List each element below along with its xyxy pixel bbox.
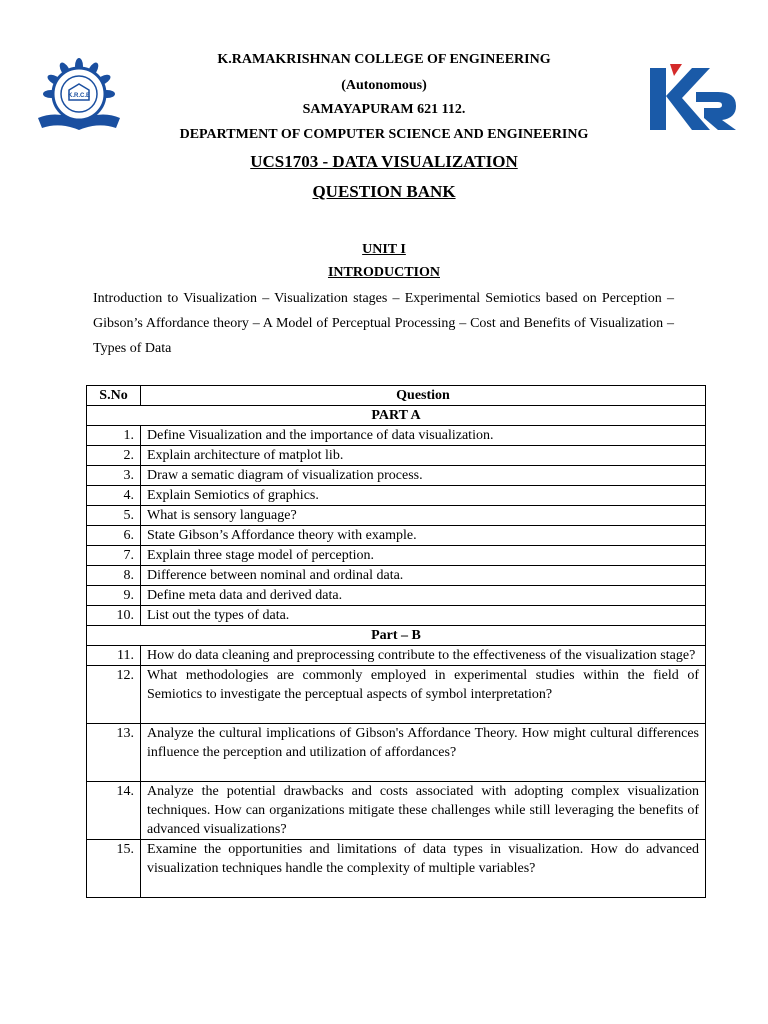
table-row: [87, 606, 706, 626]
question-cell: Explain Semiotics of graphics.: [141, 486, 706, 506]
sno-cell: 4.: [87, 486, 141, 506]
unit-number: UNIT I: [362, 242, 406, 257]
sno-cell: 1.: [87, 426, 141, 446]
table-row: [87, 646, 706, 666]
table-row: [87, 446, 706, 466]
college-name: K.RAMAKRISHNAN COLLEGE OF ENGINEERING: [217, 52, 551, 67]
table-row: [87, 486, 706, 506]
question-cell: Draw a sematic diagram of visualization process.: [141, 466, 706, 486]
table-row: [87, 566, 706, 586]
unit-title: INTRODUCTION: [327, 265, 440, 280]
table-row: [87, 586, 706, 606]
kr-brand-logo: [648, 62, 738, 132]
part-b-row: [87, 626, 706, 646]
question-cell: Explain three stage model of perception.: [141, 546, 706, 566]
document-title: QUESTION BANK: [312, 182, 456, 201]
sno-cell: 15.: [87, 840, 141, 898]
part-b-label: Part – B: [87, 626, 706, 646]
question-cell: What is sensory language?: [141, 506, 706, 526]
question-cell: List out the types of data.: [141, 606, 706, 626]
sno-cell: 3.: [87, 466, 141, 486]
question-cell: Difference between nominal and ordinal data.: [141, 566, 706, 586]
sno-cell: 12.: [87, 666, 141, 724]
sno-cell: 11.: [87, 646, 141, 666]
sno-cell: 7.: [87, 546, 141, 566]
col-sno-header: S.No: [87, 386, 141, 406]
question-cell: Define Visualization and the importance of data visualization.: [141, 426, 706, 446]
sno-cell: 13.: [87, 724, 141, 782]
table-row: [87, 782, 706, 840]
question-cell: State Gibson’s Affordance theory with example.: [141, 526, 706, 546]
table-row: [87, 426, 706, 446]
emblem-text: K.R.C.E: [67, 93, 91, 99]
sno-cell: 8.: [87, 566, 141, 586]
course-title: UCS1703 - DATA VISUALIZATION: [250, 152, 518, 171]
question-cell: How do data cleaning and preprocessing contribute to the effectiveness of the visualization stage?: [141, 646, 706, 666]
autonomous-label: (Autonomous): [341, 78, 427, 93]
question-cell: Define meta data and derived data.: [141, 586, 706, 606]
question-table: [86, 385, 706, 898]
college-emblem-logo: [36, 56, 122, 136]
question-cell: Examine the opportunities and limitations of data types in visualization. How do advanced visualization techniques handle the complexity of multiple variables?: [141, 840, 706, 898]
department-name: DEPARTMENT OF COMPUTER SCIENCE AND ENGINEERING: [179, 127, 589, 142]
college-location: SAMAYAPURAM 621 112.: [302, 102, 466, 117]
table-row: [87, 840, 706, 898]
table-row: [87, 526, 706, 546]
table-row: [87, 506, 706, 526]
table-header-row: [87, 386, 706, 406]
col-question-header: Question: [141, 386, 706, 406]
question-cell: What methodologies are commonly employed in experimental studies within the field of Semiotics to investigate the perceptual aspects of symbol interpretation?: [141, 666, 706, 724]
sno-cell: 9.: [87, 586, 141, 606]
question-cell: Analyze the cultural implications of Gibson's Affordance Theory. How might cultural differences influence the perception and utilization of affordances?: [141, 724, 706, 782]
part-a-label: PART A: [87, 406, 706, 426]
sno-cell: 5.: [87, 506, 141, 526]
question-cell: Analyze the potential drawbacks and costs associated with adopting complex visualization techniques. How can organizations mitigate these challenges while still leveraging the benefits of advanced visualizations?: [141, 782, 706, 840]
table-row: [87, 724, 706, 782]
table-row: [87, 466, 706, 486]
sno-cell: 6.: [87, 526, 141, 546]
unit-syllabus: Introduction to Visualization – Visualization stages – Experimental Semiotics based on Perception – Gibson’s Affordance theory – A Model of Perceptual Processing – Cost and Benefits of Visualization – Types of Data: [93, 291, 674, 356]
sno-cell: 14.: [87, 782, 141, 840]
question-cell: Explain architecture of matplot lib.: [141, 446, 706, 466]
table-row: [87, 666, 706, 724]
sno-cell: 2.: [87, 446, 141, 466]
part-a-row: [87, 406, 706, 426]
sno-cell: 10.: [87, 606, 141, 626]
table-row: [87, 546, 706, 566]
